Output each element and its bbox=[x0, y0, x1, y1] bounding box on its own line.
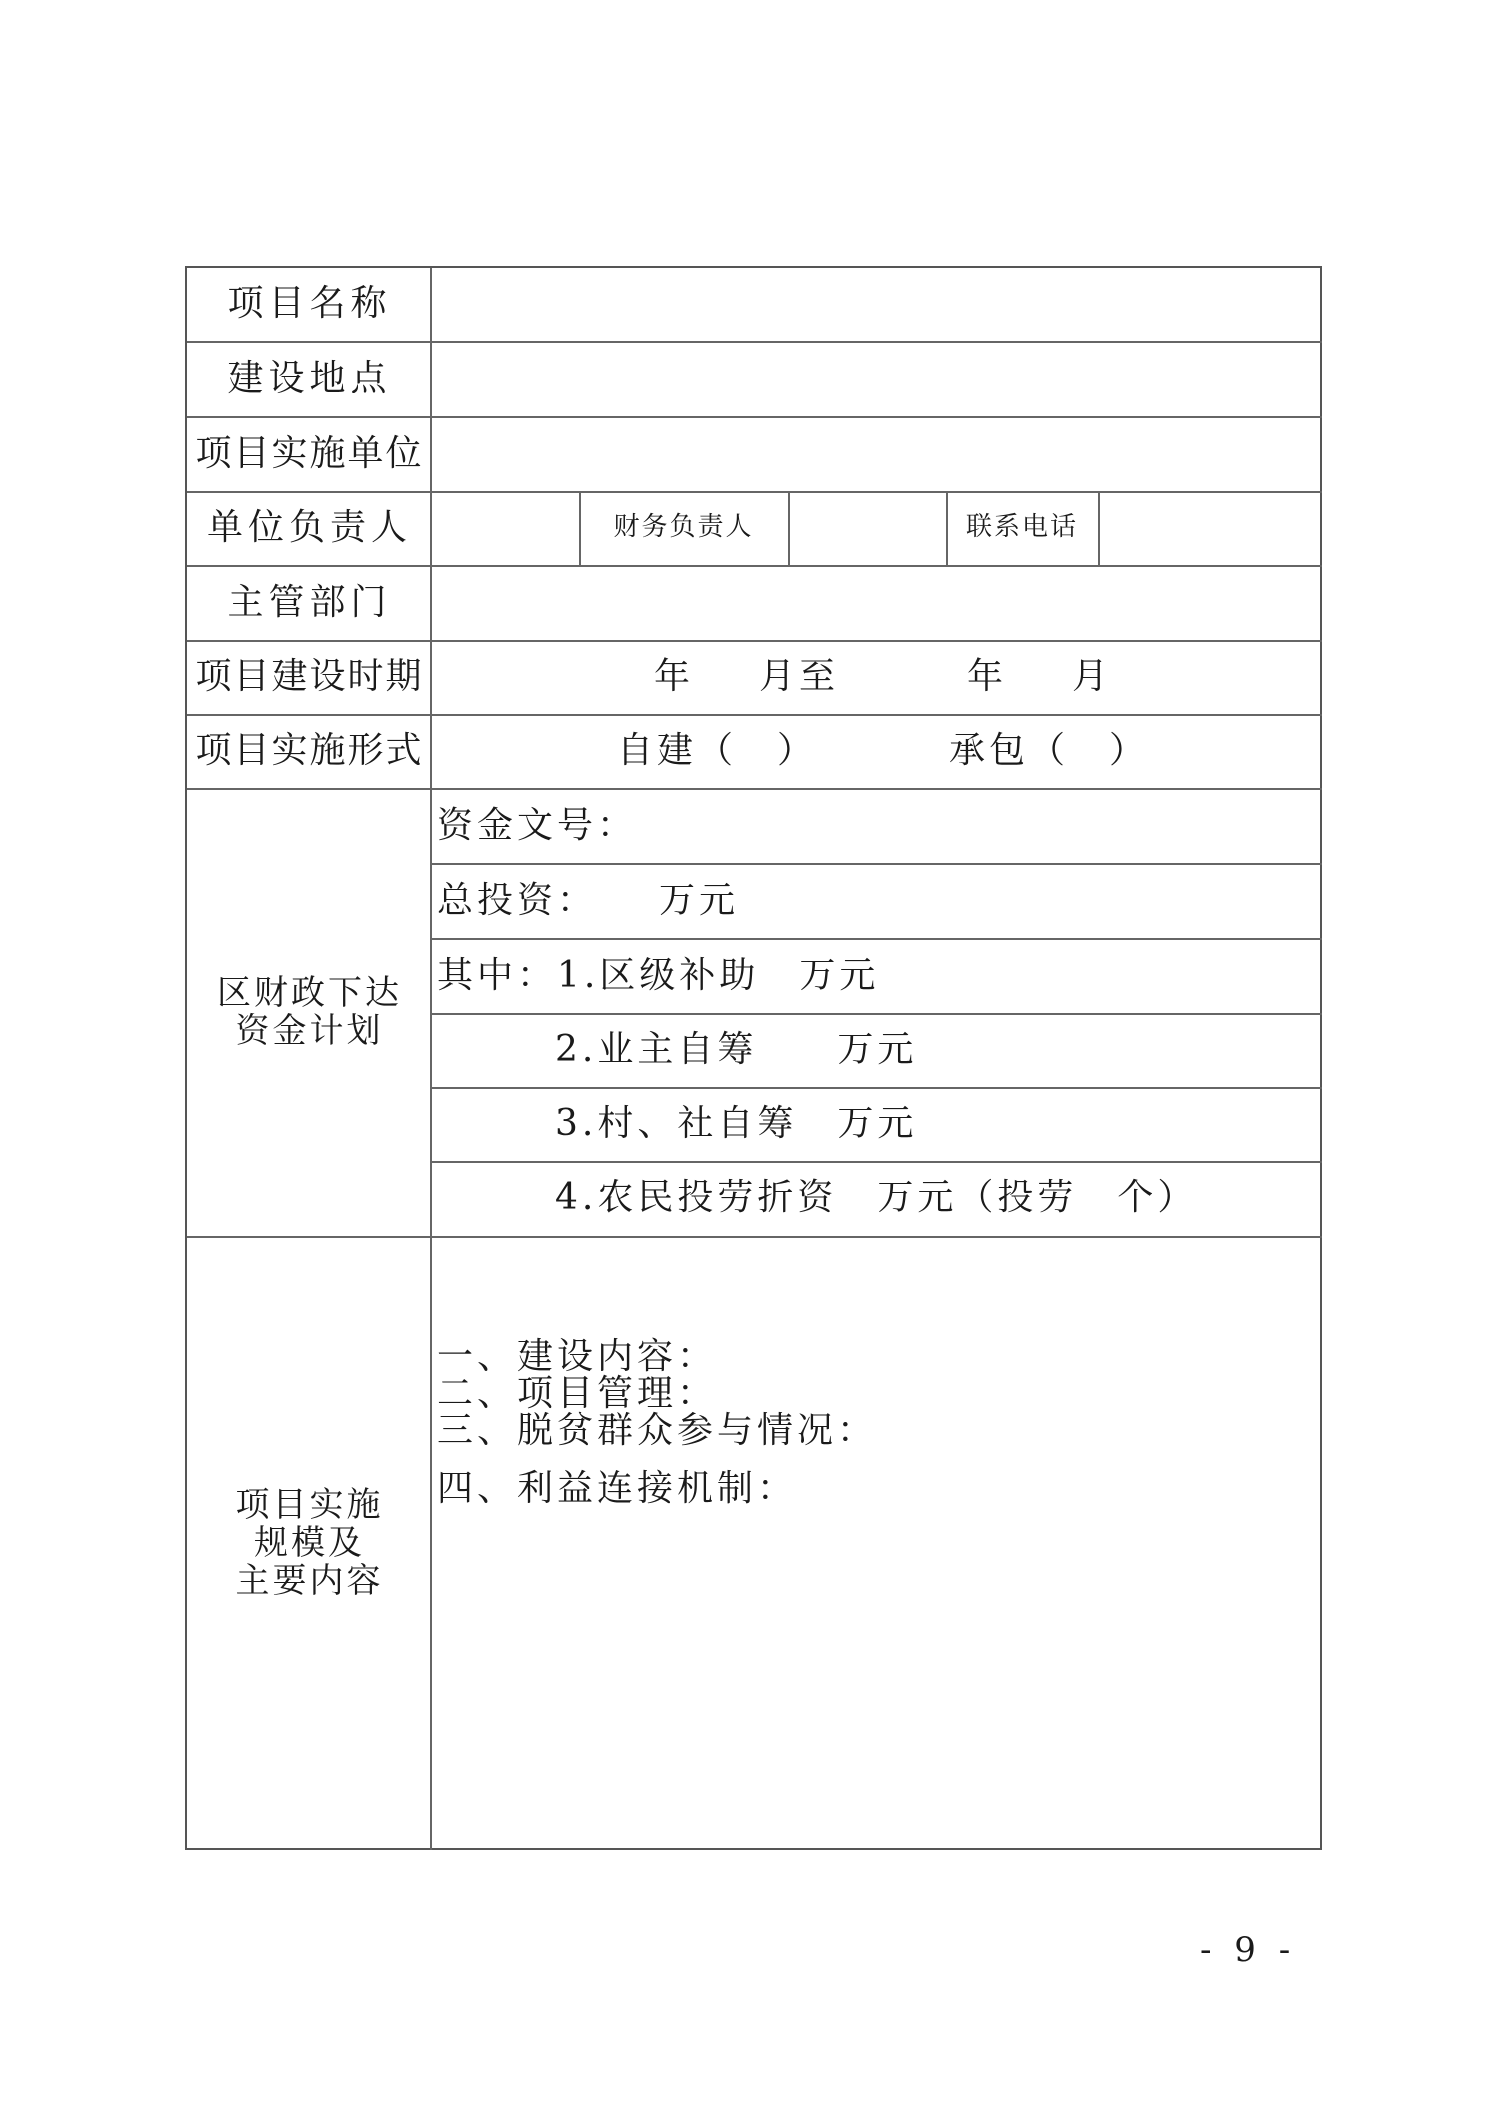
label-period: 项目建设时期 bbox=[195, 656, 424, 697]
row-divider bbox=[187, 788, 1322, 790]
column-divider bbox=[788, 491, 790, 565]
column-divider bbox=[430, 268, 432, 1850]
row-divider bbox=[432, 863, 1322, 865]
label-content bbox=[187, 1486, 432, 1600]
row-divider bbox=[187, 640, 1322, 642]
project-form-table bbox=[185, 266, 1322, 1850]
row-divider bbox=[187, 491, 1322, 493]
period-month-start: 月至 bbox=[759, 656, 840, 697]
row-divider bbox=[432, 938, 1322, 940]
funding-item-3: 3.村、社自筹 万元 bbox=[555, 1103, 918, 1144]
row-divider bbox=[187, 565, 1322, 567]
label-implementing-unit: 项目实施单位 bbox=[195, 433, 424, 474]
page-number: - 9 - bbox=[1200, 1930, 1297, 1970]
label-content-line3: 主要内容 bbox=[235, 1561, 384, 1601]
label-funding-plan bbox=[187, 974, 432, 1050]
content-item: 三、脱贫群众参与情况： bbox=[437, 1410, 878, 1451]
label-finance-head: 财务负责人 bbox=[613, 512, 754, 542]
column-divider bbox=[1098, 491, 1100, 565]
label-content-line1: 项目实施 bbox=[235, 1485, 384, 1525]
period-year-end: 年 bbox=[967, 656, 1008, 697]
row-divider bbox=[187, 1236, 1322, 1238]
option-contract: 承包（ ） bbox=[949, 730, 1150, 771]
label-funding-line2: 资金计划 bbox=[235, 1011, 384, 1051]
content-item: 四、利益连接机制： bbox=[437, 1468, 798, 1509]
row-divider bbox=[432, 1013, 1322, 1015]
label-phone: 联系电话 bbox=[965, 512, 1078, 542]
row-divider bbox=[432, 1087, 1322, 1089]
period-year-start: 年 bbox=[654, 656, 695, 697]
row-divider bbox=[187, 416, 1322, 418]
row-divider bbox=[187, 714, 1322, 716]
funding-item-2: 2.业主自筹 万元 bbox=[555, 1029, 918, 1070]
funding-item-4: 4.农民投劳折资 万元（投劳 个） bbox=[555, 1177, 1198, 1218]
label-project-name: 项目名称 bbox=[227, 283, 392, 324]
content-item: 一、建设内容： bbox=[437, 1336, 718, 1377]
label-department: 主管部门 bbox=[227, 582, 392, 623]
label-content-line2: 规模及 bbox=[254, 1523, 365, 1563]
funding-doc-no: 资金文号： bbox=[437, 805, 638, 846]
option-self-build: 自建（ ） bbox=[617, 730, 818, 771]
label-form-type: 项目实施形式 bbox=[195, 730, 424, 771]
content-item: 二、项目管理： bbox=[437, 1373, 718, 1414]
period-month-end: 月 bbox=[1072, 656, 1113, 697]
label-funding-line1: 区财政下达 bbox=[217, 973, 402, 1013]
funding-total: 总投资： 万元 bbox=[437, 880, 740, 921]
label-location: 建设地点 bbox=[227, 358, 392, 399]
label-unit-head: 单位负责人 bbox=[206, 507, 412, 548]
row-divider bbox=[432, 1161, 1322, 1163]
funding-item-1: 其中：1.区级补助 万元 bbox=[437, 955, 880, 996]
row-divider bbox=[187, 341, 1322, 343]
